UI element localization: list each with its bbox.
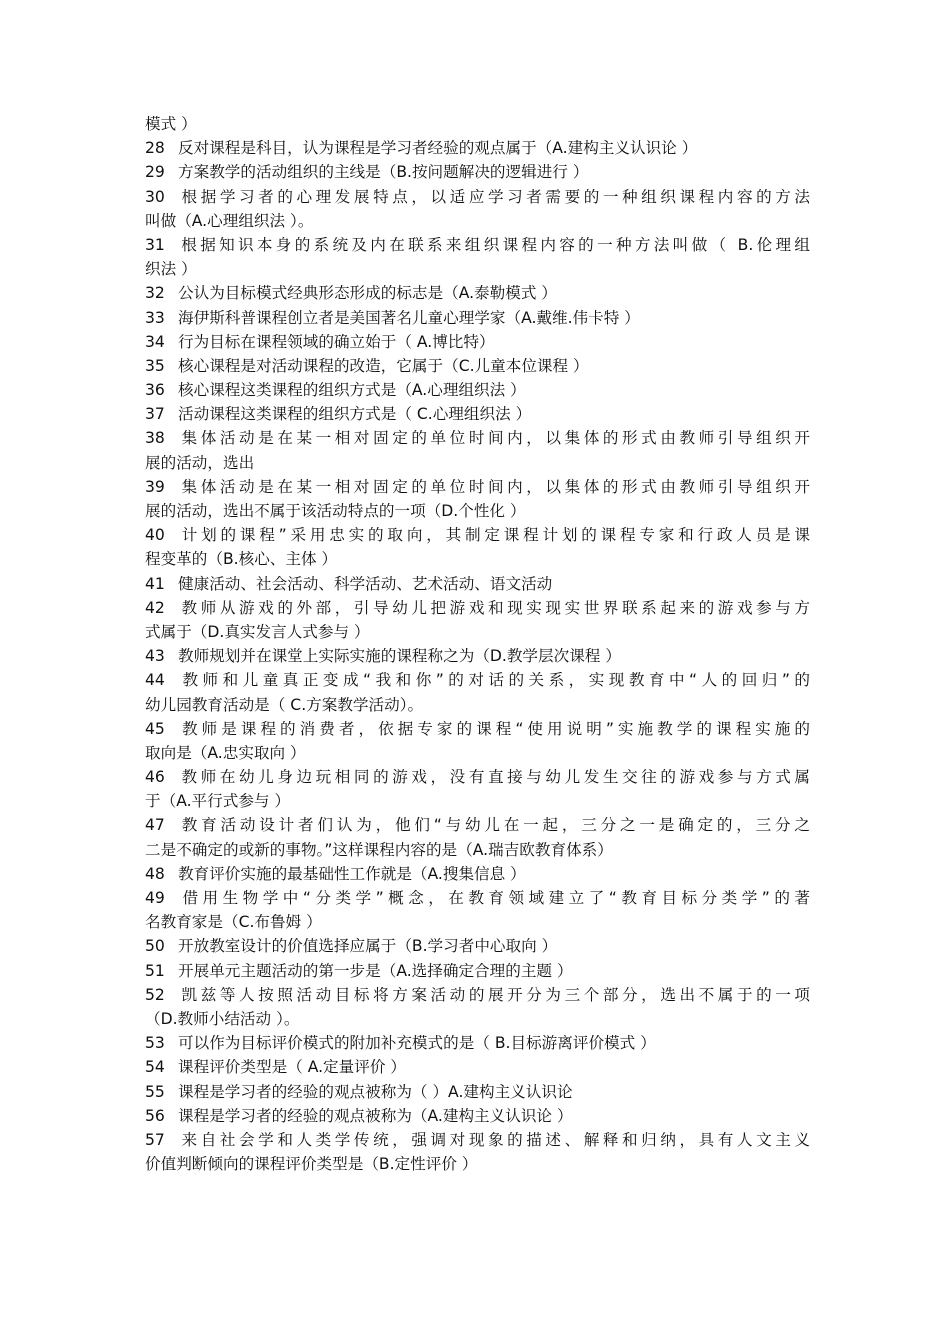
question-number: 41 xyxy=(145,574,165,593)
text-line xyxy=(145,886,810,910)
text-line xyxy=(145,547,810,571)
text-line xyxy=(145,185,810,209)
line-text: 于（A.平行式参与 ） xyxy=(145,792,291,811)
question-number: 54 xyxy=(145,1058,165,1077)
question-number: 52 xyxy=(145,985,165,1004)
line-text: 程变革的（B.核心、主体 ） xyxy=(145,550,338,569)
line-text: 课程是学习者的经验的观点被称为（A.建构主义认识论 ） xyxy=(178,1106,573,1125)
line-text: 可以作为目标评价模式的附加补充模式的是（ B.目标游离评价模式 ） xyxy=(178,1034,656,1053)
text-line xyxy=(145,717,810,741)
text-line xyxy=(145,402,810,426)
text-line xyxy=(145,1055,810,1079)
line-text: 教师在幼儿身边玩相同的游戏，没有直接与幼儿发生交往的游戏参与方式属 xyxy=(178,768,810,787)
question-number: 38 xyxy=(145,429,165,448)
line-text: 凯兹等人按照活动目标将方案活动的展开分为三个部分，选出不属于的一项 xyxy=(178,985,810,1004)
text-line xyxy=(145,693,810,717)
line-text: 教师是课程的消费者，依据专家的课程“使用说明”实施教学的课程实施的 xyxy=(178,719,810,738)
text-line xyxy=(145,523,810,547)
line-text: 教育评价实施的最基础性工作就是（A.搜集信息 ） xyxy=(178,864,526,883)
text-line xyxy=(145,1007,810,1031)
text-line xyxy=(145,330,810,354)
text-line xyxy=(145,934,810,958)
text-line xyxy=(145,378,810,402)
line-text: 集体活动是在某一相对固定的单位时间内，以集体的形式由教师引导组织开 xyxy=(178,477,810,496)
question-number: 33 xyxy=(145,308,165,327)
line-text: 叫做（A.心理组织法 ）。 xyxy=(145,211,314,230)
question-number: 49 xyxy=(145,889,165,907)
line-text: 核心课程这类课程的组织方式是（A.心理组织法 ） xyxy=(178,381,526,400)
question-number: 55 xyxy=(145,1082,165,1101)
text-line xyxy=(145,862,810,886)
line-text: 核心课程是对活动课程的改造，它属于（C.儿童本位课程 ） xyxy=(178,356,589,375)
line-text: 名教育家是（C.布鲁姆 ） xyxy=(145,913,322,932)
text-line xyxy=(145,620,810,644)
line-text: 教育活动设计者们认为，他们“与幼儿在一起，三分之一是确定的，三分之 xyxy=(178,816,810,835)
document-page xyxy=(145,112,810,1176)
question-number: 30 xyxy=(145,187,165,206)
question-number: 56 xyxy=(145,1106,165,1125)
line-text: 展的活动，选出不属于该活动特点的一项（D.个性化 ） xyxy=(145,502,526,520)
text-line xyxy=(145,596,810,620)
question-number: 44 xyxy=(145,671,165,690)
question-number: 37 xyxy=(145,405,165,424)
line-text: 式属于（D.真实发言人式参与 ） xyxy=(145,622,370,641)
question-number: 47 xyxy=(145,816,165,835)
question-number: 57 xyxy=(145,1130,165,1149)
line-text: 展的活动，选出 xyxy=(145,453,255,472)
question-number: 29 xyxy=(145,163,165,182)
question-number: 48 xyxy=(145,864,165,883)
text-line xyxy=(145,838,810,862)
text-line xyxy=(145,741,810,765)
line-text: 健康活动、社会活动、科学活动、艺术活动、语文活动 xyxy=(178,574,553,593)
text-line xyxy=(145,233,810,257)
line-text: 二是不确定的或新的事物。”这样课程内容的是（A.瑞吉欧教育体系） xyxy=(145,840,613,859)
line-text: 模式 ） xyxy=(145,115,197,133)
line-text: 借用生物学中“分类学”概念，在教育领域建立了“教育目标分类学”的著 xyxy=(178,889,810,907)
question-number: 43 xyxy=(145,647,165,666)
text-line xyxy=(145,451,810,475)
text-line xyxy=(145,257,810,281)
text-line xyxy=(145,499,810,523)
text-line xyxy=(145,1152,810,1176)
text-line xyxy=(145,1031,810,1055)
text-line xyxy=(145,306,810,330)
question-number: 28 xyxy=(145,139,165,158)
question-number: 36 xyxy=(145,381,165,400)
line-text: 开放教室设计的价值选择应属于（B.学习者中心取向 ） xyxy=(178,937,558,956)
text-line xyxy=(145,983,810,1007)
text-line xyxy=(145,1128,810,1152)
text-line xyxy=(145,281,810,305)
text-line xyxy=(145,160,810,184)
text-line xyxy=(145,789,810,813)
text-line xyxy=(145,813,810,837)
line-text: 教师从游戏的外部，引导幼儿把游戏和现实现实世界联系起来的游戏参与方 xyxy=(178,598,810,617)
line-text: 行为目标在课程领域的确立始于（ A.博比特） xyxy=(178,332,495,351)
line-text: 计划的课程”采用忠实的取向，其制定课程计划的课程专家和行政人员是课 xyxy=(178,526,810,545)
question-number: 35 xyxy=(145,356,165,375)
line-text: 取向是（A.忠实取向 ） xyxy=(145,743,306,762)
line-text: 海伊斯科普课程创立者是美国著名儿童心理学家（A.戴维.伟卡特 ） xyxy=(178,308,640,327)
line-text: 活动课程这类课程的组织方式是（ C.心理组织法 ） xyxy=(178,405,532,424)
line-text: 根据学习者的心理发展特点，以适应学习者需要的一种组织课程内容的方法 xyxy=(178,187,810,206)
line-text: 集体活动是在某一相对固定的单位时间内，以集体的形式由教师引导组织开 xyxy=(178,429,810,448)
line-text: （D.教师小结活动 ）。 xyxy=(145,1009,300,1028)
text-line xyxy=(145,959,810,983)
question-number: 42 xyxy=(145,598,165,617)
line-text: 来自社会学和人类学传统，强调对现象的描述、解释和归纳，具有人文主义 xyxy=(178,1130,810,1149)
text-line xyxy=(145,475,810,499)
line-text: 方案教学的活动组织的主线是（B.按问题解决的逻辑进行 ） xyxy=(178,163,589,182)
line-text: 公认为目标模式经典形态形成的标志是（A.泰勒模式 ） xyxy=(178,284,557,303)
question-number: 45 xyxy=(145,719,165,738)
text-line xyxy=(145,572,810,596)
question-number: 32 xyxy=(145,284,165,303)
text-line xyxy=(145,668,810,692)
question-number: 46 xyxy=(145,768,165,787)
line-text: 价值判断倾向的课程评价类型是（B.定性评价 ） xyxy=(145,1155,478,1174)
line-text: 课程评价类型是（ A.定量评价 ） xyxy=(178,1058,406,1077)
question-number: 40 xyxy=(145,526,165,545)
line-text: 课程是学习者的经验的观点被称为（ ）A.建构主义认识论 xyxy=(178,1082,573,1101)
text-line xyxy=(145,209,810,233)
question-number: 50 xyxy=(145,937,165,956)
text-line xyxy=(145,354,810,378)
line-text: 开展单元主题活动的第一步是（A.选择确定合理的主题 ） xyxy=(178,961,573,980)
line-text: 根据知识本身的系统及内在联系来组织课程内容的一种方法叫做（ B.伦理组 xyxy=(178,235,810,254)
text-line xyxy=(145,765,810,789)
text-line xyxy=(145,644,810,668)
line-text: 教师规划并在课堂上实际实施的课程称之为（D.教学层次课程 ） xyxy=(178,647,621,666)
text-line xyxy=(145,910,810,934)
line-text: 反对课程是科目，认为课程是学习者经验的观点属于（A.建构主义认识论 ） xyxy=(178,139,698,158)
text-line xyxy=(145,1104,810,1128)
text-line xyxy=(145,112,810,136)
question-number: 53 xyxy=(145,1034,165,1053)
line-text: 幼儿园教育活动是（ C.方案教学活动）。 xyxy=(145,695,424,714)
text-line xyxy=(145,136,810,160)
text-line xyxy=(145,1080,810,1104)
line-text: 教师和儿童真正变成“我和你”的对话的关系，实现教育中“人的回归”的 xyxy=(178,671,810,690)
question-number: 31 xyxy=(145,235,165,254)
question-number: 39 xyxy=(145,477,165,496)
text-line xyxy=(145,426,810,450)
question-number: 51 xyxy=(145,961,165,980)
question-number: 34 xyxy=(145,332,165,351)
line-text: 织法 ） xyxy=(145,260,197,279)
